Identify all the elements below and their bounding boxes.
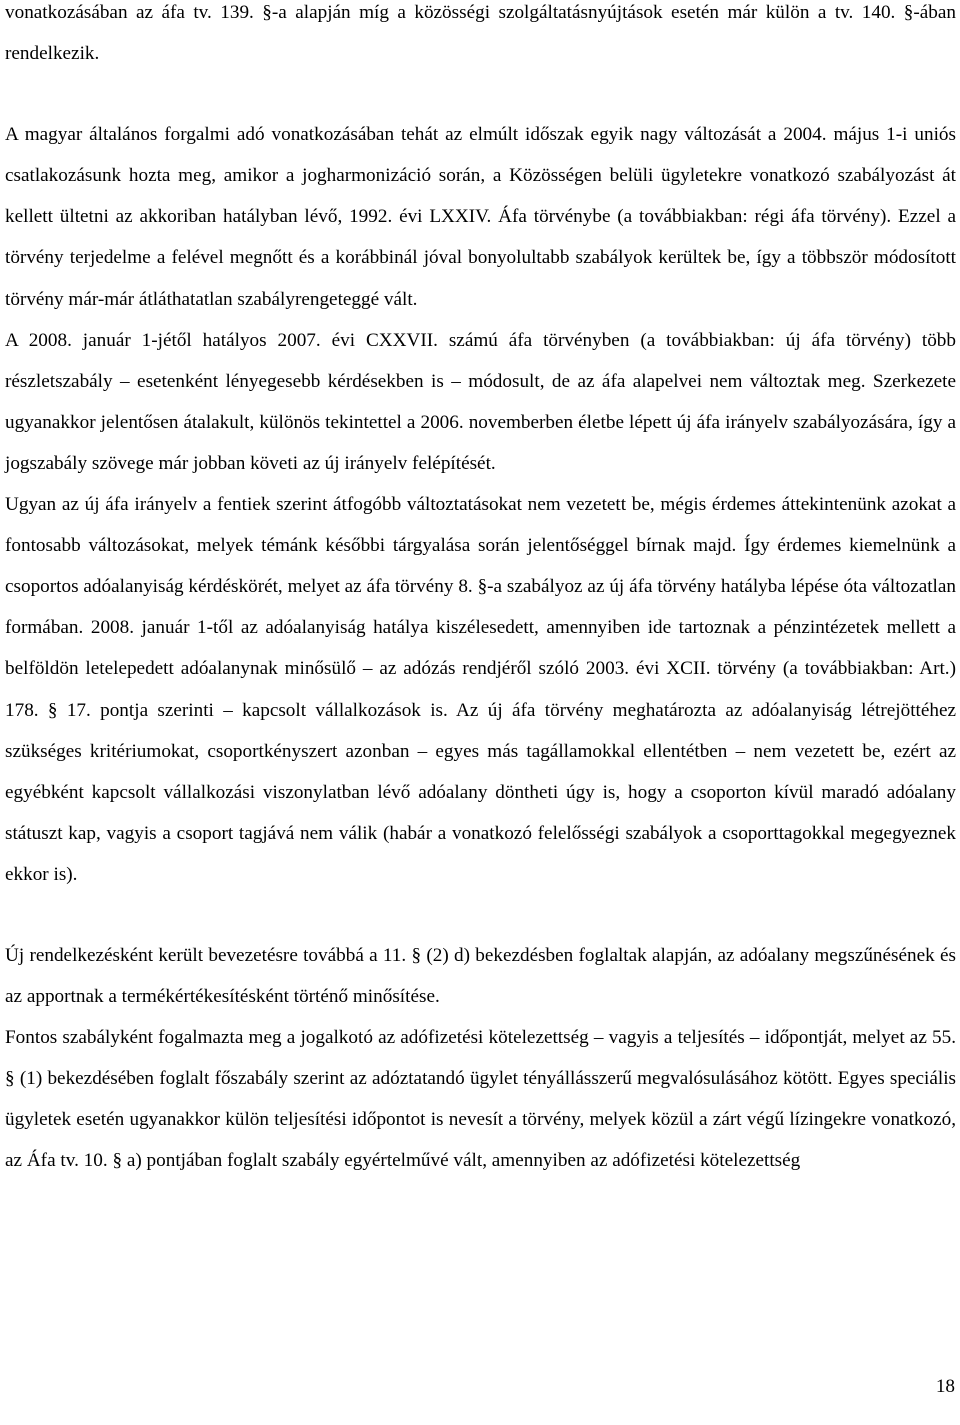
paragraph-4: Ugyan az új áfa irányelv a fentiek szerint átfogóbb változtatásokat nem vezetett be, mégis érdemes áttekintenünk azokat a fontosabb változásokat, melyek témánk későbbi tárgyalása során jelentőséggel bírnak majd. Így érdemes kiemelnünk a csoportos adóalanyiság kérdéskörét, melyet az áfa törvény 8. §-a szabályoz az új áfa törvény hatályba lépése óta változatlan formában. 2008. január 1-től az adóalanyiság hatálya kiszélesedett, amennyiben ide tartoznak a pénzintézetek mellett a belföldön letelepedett adóalanynak minősülő – az adózás rendjéről szóló 2003. évi XCII. törvény (a továbbiakban: Art.) 178. § 17. pontja szerinti – kapcsolt vállalkozások is. Az új áfa törvény meghatározta az adóalanyiság létrejöttéhez szükséges kritériumokat, csoportkényszert azonban – egyes más tagállamokkal ellentétben – nem vezetett be, ezért az egyébként kapcsolt vállalkozási viszonylatban lévő adóalany döntheti úgy is, hogy a csoporton kívül maradó adóalany státuszt kap, vagyis a csoport tagjává nem válik (habár a vonatkozó felelősségi szabályok a csoporttagokkal megegyeznek ekkor is). [5, 494, 956, 885]
document-page [5, 0, 956, 1182]
paragraph-gap [5, 895, 956, 935]
paragraph-gap [5, 74, 956, 114]
paragraph-5: Új rendelkezésként került bevezetésre továbbá a 11. § (2) d) bekezdésben foglaltak alapján, az adóalany megszűnésének és az apportnak a termékértékesítésként történő minősítése. [5, 944, 956, 1008]
paragraph-2: A magyar általános forgalmi adó vonatkozásában tehát az elmúlt időszak egyik nagy változását a 2004. május 1-i uniós csatlakozásunk hozta meg, amikor a jogharmonizáció során, a Közösségen belüli ügyletekre vonatkozó szabályozást át kellett ültetni az akkoriban hatályban lévő, 1992. évi LXXIV. Áfa törvénybe (a továbbiakban: régi áfa törvény). Ezzel a törvény terjedelme a felével megnőtt és a korábbinál jóval bonyolultabb szabályok kerültek be, így a többször módosított törvény már-már átláthatatlan szabályrengeteggé vált. [5, 124, 956, 310]
page-number: 18 [935, 1376, 955, 1397]
paragraph-1: vonatkozásában az áfa tv. 139. §-a alapján míg a közösségi szolgáltatásnyújtások esetén már külön a tv. 140. §-ában rendelkezik. [5, 2, 956, 65]
paragraph-6: Fontos szabályként fogalmazta meg a jogalkotó az adófizetési kötelezettség – vagyis a teljesítés – időpontját, melyet az 55. § (1) bekezdésében foglalt főszabály szerint az adóztatandó ügylet tényállásszerű megvalósulásához kötött. Egyes speciális ügyletek esetén ugyanakkor külön teljesítési időpontot is nevesít a törvény, melyek közül a zárt végű lízingekre vonatkozó, az Áfa tv. 10. § a) pontjában foglalt szabály egyértelművé vált, amennyiben az adófizetési kötelezettség [5, 1027, 956, 1172]
paragraph-3: A 2008. január 1-jétől hatályos 2007. évi CXXVII. számú áfa törvényben (a továbbiakban: új áfa törvény) több részletszabály – esetenként lényegesebb kérdésekben is – módosult, de az áfa alapelvei nem változtak meg. Szerkezete ugyanakkor jelentősen átalakult, különös tekintettel a 2006. novemberben életbe lépett új áfa irányelv szabályozására, így a jogszabály szövege már jobban követi az új irányelv felépítését. [5, 329, 956, 474]
